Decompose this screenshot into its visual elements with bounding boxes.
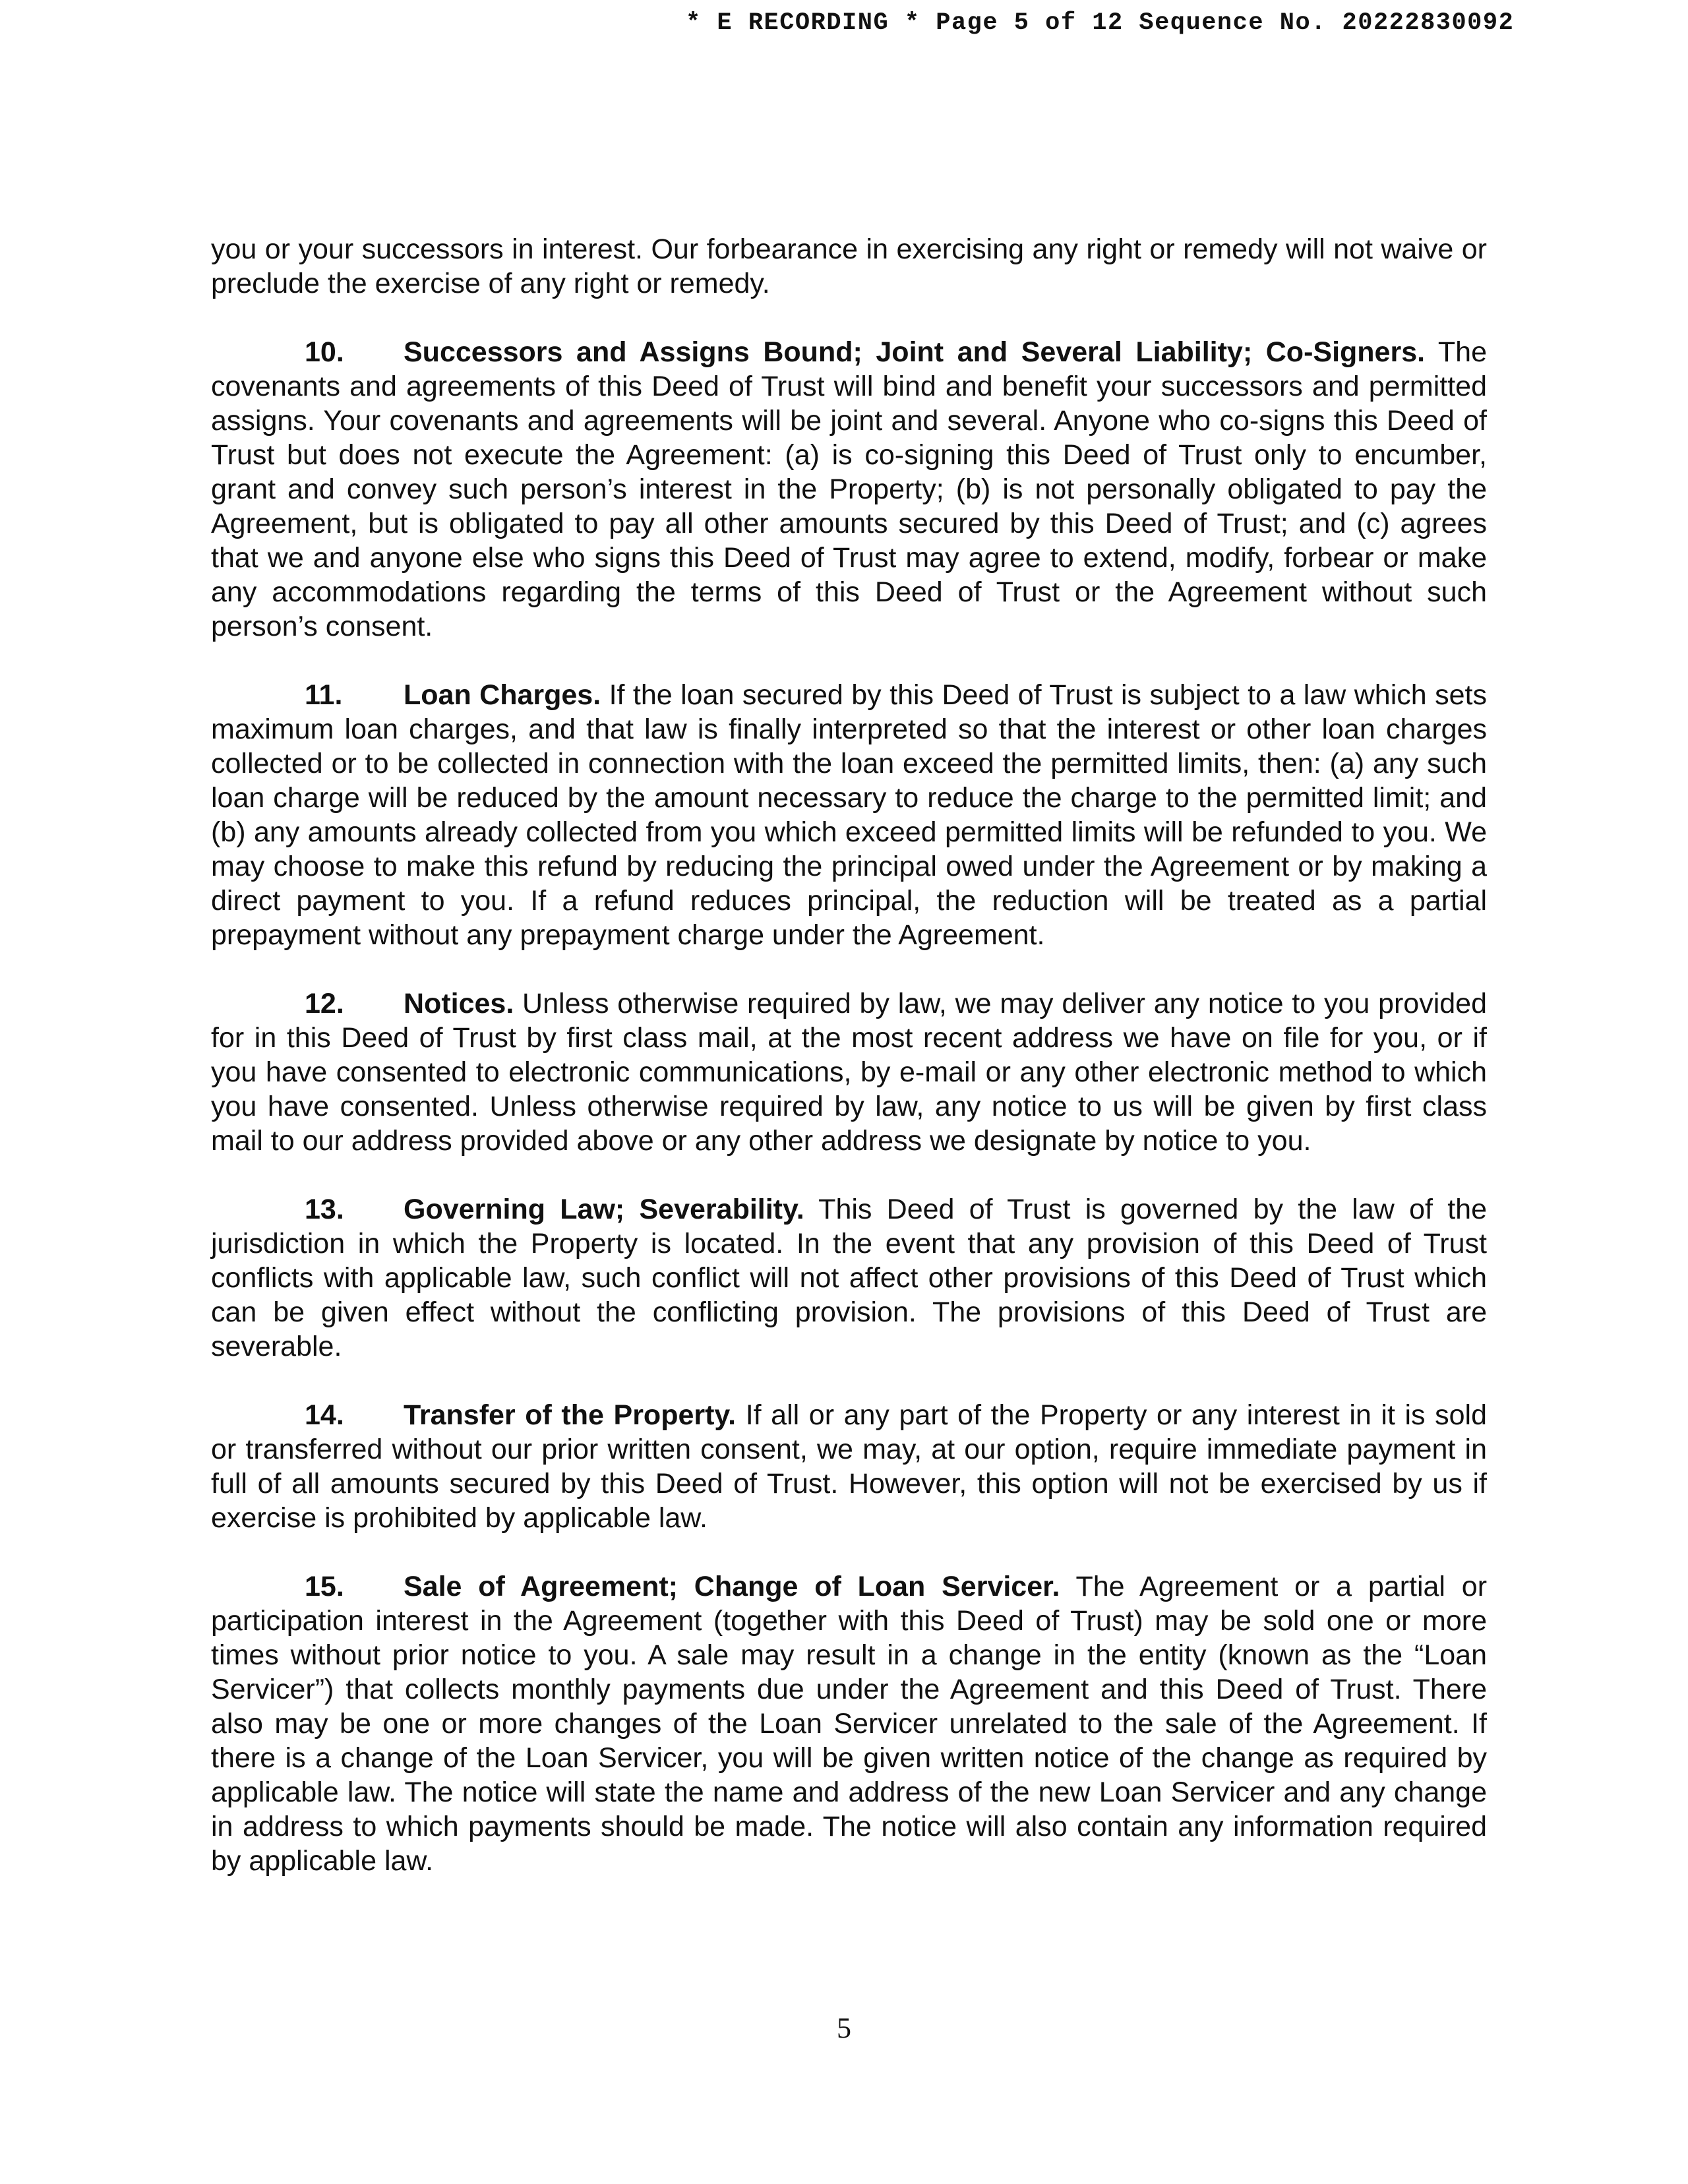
recording-header: * E RECORDING * Page 5 of 12 Sequence No. 20222830092	[686, 9, 1515, 37]
section-title: Transfer of the Property.	[404, 1399, 737, 1431]
section-number: 10.	[305, 336, 344, 368]
section-text: If the loan secured by this Deed of Trust is subject to a law which sets maximum loan charges, and that law is finally interpreted so that the interest or other loan charges collected or to be collected in connection with the loan exceed the permitted limits, then: (a) any such loan charge will be reduced by the amount necessary to reduce the charge to the permitted limit; and (b) any amounts already collected from you which exceed permitted limits will be refunded to you. We may choose to make this refund by reducing the principal owed under the Agreement or by making a direct payment to you. If a refund reduces principal, the reduction will be treated as a partial prepayment without any prepayment charge under the Agreement.	[211, 679, 1487, 951]
page-number: 5	[837, 2012, 851, 2044]
section-text: The covenants and agreements of this Deed of Trust will bind and benefit your successors and permitted assigns. Your covenants and agreements will be joint and several. Anyone who co-signs this Deed of Trust but does not execute the Agreement: (a) is co-signing this Deed of Trust only to encumber, grant and convey such person’s interest in the Property; (b) is not personally obligated to pay the Agreement, but is obligated to pay all other amounts secured by this Deed of Trust; and (c) agrees that we and anyone else who signs this Deed of Trust may agree to extend, modify, forbear or make any accommodations regarding the terms of this Deed of Trust or the Agreement without such person’s consent.	[211, 336, 1487, 642]
section-12	[211, 986, 1487, 1158]
document-body	[211, 232, 1487, 1912]
section-text: Unless otherwise required by law, we may deliver any notice to you provided for in this Deed of Trust by first class mail, at the most recent address we have on file for you, or if you have consented to electronic communications, by e-mail or any other electronic method to which you have consented. Unless otherwise required by law, any notice to us will be given by first class mail to our address provided above or any other address we designate by notice to you.	[211, 988, 1487, 1157]
section-text: The Agreement or a partial or participation interest in the Agreement (together with this Deed of Trust) may be sold one or more times without prior notice to you. A sale may result in a change in the entity (known as the “Loan Servicer”) that collects monthly payments due under the Agreement and this Deed of Trust. There also may be one or more changes of the Loan Servicer unrelated to the sale of the Agreement. If there is a change of the Loan Servicer, you will be given written notice of the change as required by applicable law. The notice will state the name and address of the new Loan Servicer and any change in address to which payments should be made. The notice will also contain any information required by applicable law.	[211, 1571, 1488, 1877]
section-number: 14.	[305, 1399, 344, 1431]
section-number: 15.	[305, 1571, 344, 1602]
section-15	[211, 1569, 1487, 1878]
section-13	[211, 1192, 1487, 1364]
section-14	[211, 1398, 1487, 1535]
section-title: Loan Charges.	[404, 679, 601, 711]
intro-paragraph: you or your successors in interest. Our forbearance in exercising any right or remedy will not waive or preclude the exercise of any right or remedy.	[211, 233, 1487, 299]
section-number: 11.	[305, 679, 343, 711]
section-number: 13.	[305, 1194, 344, 1225]
section-11	[211, 678, 1487, 952]
section-text: This Deed of Trust is governed by the law of the jurisdiction in which the Property is located. In the event that any provision of this Deed of Trust conflicts with applicable law, such conflict will not affect other provisions of this Deed of Trust which can be given effect without the conflicting provision. The provisions of this Deed of Trust are severable.	[211, 1194, 1487, 1362]
section-title: Governing Law; Severability.	[404, 1194, 804, 1225]
section-text: If all or any part of the Property or any interest in it is sold or transferred without our prior written consent, we may, at our option, require immediate payment in full of all amounts secured by this Deed of Trust. However, this option will not be exercised by us if exercise is prohibited by applicable law.	[211, 1399, 1488, 1534]
section-title: Successors and Assigns Bound; Joint and Several Liability; Co-Signers.	[404, 336, 1426, 368]
section-title: Sale of Agreement; Change of Loan Servicer.	[404, 1571, 1060, 1602]
section-10	[211, 335, 1487, 644]
section-title: Notices.	[404, 988, 514, 1019]
section-number: 12.	[305, 988, 344, 1019]
